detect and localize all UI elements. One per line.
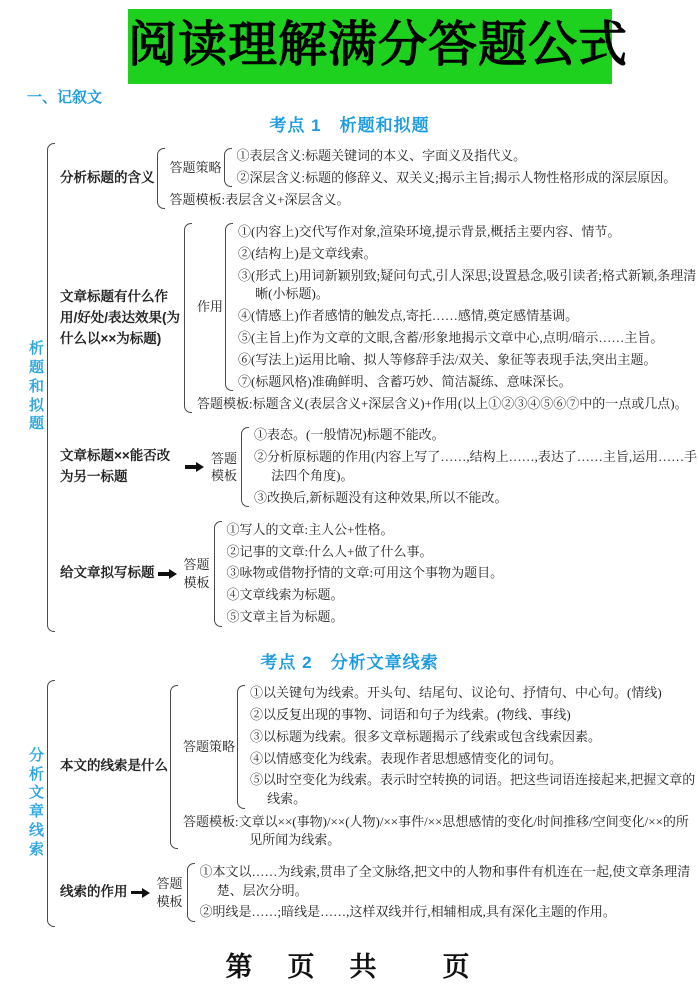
item-text: ②记事的文章:什么人+做了什么事。 xyxy=(227,543,699,562)
brace xyxy=(187,863,195,922)
item-text: ④以情感变化为线索。表现作者思想感情变化的词句。 xyxy=(250,750,699,769)
template-items xyxy=(254,425,699,509)
item-text: ①表层含义:标题关键词的本义、字面义及指代义。 xyxy=(237,147,699,166)
branch-label: 给文章拟写标题 xyxy=(60,563,155,584)
template-text: 答题模板:标题含义(表层含义+深层含义)+作用(以上①②③④⑤⑥⑦中的一点或几点)。 xyxy=(197,395,699,414)
brace xyxy=(225,223,233,391)
kaodian2-root-vertical-label: 分析文章线索 xyxy=(28,747,45,860)
item-text: ①以关键句为线索。开头句、结尾句、议论句、抒情句、中心句。(情线) xyxy=(250,684,699,703)
brace xyxy=(214,521,222,626)
brace xyxy=(47,143,55,632)
brace xyxy=(170,685,178,850)
right-arrow-icon xyxy=(185,462,204,472)
branch-what-clue xyxy=(60,683,699,852)
item-text: ②(结构上)是文章线索。 xyxy=(238,245,699,264)
item-text: ①(内容上)交代写作对象,渲染环境,提示背景,概括主要内容、情节。 xyxy=(238,223,699,242)
right-arrow-icon xyxy=(158,569,177,579)
template-label: 答题模板 xyxy=(155,875,185,910)
branch-title-write xyxy=(60,519,699,628)
page-title: 阅读理解满分答题公式 xyxy=(128,16,612,75)
item-text: ③咏物或借物抒情的文章:可用这个事物为题目。 xyxy=(227,564,699,583)
branch-title-role xyxy=(60,221,699,415)
item-text: ②明线是……;暗线是……,这样双线并行,相辅相成,具有深化主题的作用。 xyxy=(200,903,699,922)
brace xyxy=(184,223,192,413)
brace xyxy=(241,427,249,507)
brace xyxy=(224,148,232,188)
template-label: 答题模板 xyxy=(182,556,212,591)
strategy-items xyxy=(237,146,699,190)
item-text: ③(形式上)用词新颖别致;疑问句式,引人深思;设置悬念,吸引读者;格式新颖,条理清晰(小标题)。 xyxy=(238,267,699,305)
branch-label: 分析标题的含义 xyxy=(60,168,155,189)
template-text: 答题模板:表层含义+深层含义。 xyxy=(170,191,699,210)
section-label-jixuwen: 一、记叙文 xyxy=(27,86,699,107)
brace xyxy=(157,148,165,210)
template-text: 答题模板:文章以××(事物)/××(人物)/××事件/××思想感情的变化/时间推移/空间变化/××的所见所闻为线索。 xyxy=(183,813,699,851)
item-text: ④(情感上)作者感情的触发点,寄托……感情,奠定感情基调。 xyxy=(238,307,699,326)
kaodian2-heading: 考点 2 分析文章线索 xyxy=(0,648,699,673)
right-arrow-icon xyxy=(131,888,150,898)
item-text: ⑥(写法上)运用比喻、拟人等修辞手法/双关、象征等表现手法,突出主题。 xyxy=(238,351,699,370)
item-text: ③改换后,新标题没有这种效果,所以不能改。 xyxy=(254,489,699,508)
kaodian1-tree xyxy=(28,141,699,634)
item-text: ②深层含义:标题的修辞义、双关义;揭示主旨;揭示人物性格形成的深层原因。 xyxy=(237,169,699,188)
branch-label: 线索的作用 xyxy=(60,882,128,903)
template-items xyxy=(227,519,699,628)
item-text: ①本文以……为线索,贯串了全文脉络,把文中的人物和事件有机连在一起,使文章条理清楚、层次分明。 xyxy=(200,863,699,901)
branch-title-change xyxy=(60,425,699,509)
role-items xyxy=(238,221,699,393)
role-label: 作用 xyxy=(197,298,223,316)
item-text: ①写人的文章:主人公+性格。 xyxy=(227,521,699,540)
kaodian1-heading: 考点 1 析题和拟题 xyxy=(0,111,699,136)
item-text: ⑤(主旨上)作为文章的文眼,含蓄/形象地揭示文章中心,点明/暗示……主旨。 xyxy=(238,329,699,348)
branch-clue-role xyxy=(60,861,699,924)
item-text: ⑤文章主旨为标题。 xyxy=(227,608,699,627)
item-text: ⑦(标题风格)准确鲜明、含蓄巧妙、简洁凝练、意味深长。 xyxy=(238,373,699,392)
branch-label: 本文的线索是什么 xyxy=(60,756,168,777)
item-text: ②分析原标题的作用(内容上写了……,结构上……,表达了……主旨,运用……手法四个角度)。 xyxy=(254,448,699,486)
brace xyxy=(237,685,245,809)
title-banner xyxy=(128,9,612,84)
strategy-label: 答题策略 xyxy=(183,738,235,756)
kaodian2-tree xyxy=(28,678,699,929)
item-text: ②以反复出现的事物、词语和句子为线索。(物线、事线) xyxy=(250,706,699,725)
brace xyxy=(47,680,55,927)
template-items xyxy=(200,861,699,924)
branch-label: 文章标题××能否改为另一标题 xyxy=(60,446,182,488)
template-label: 答题模板 xyxy=(209,450,239,485)
item-text: ⑤以时空变化为线索。表示时空转换的词语。把这些词语连接起来,把握文章的线索。 xyxy=(250,771,699,809)
kaodian1-root-vertical-label: 析题和拟题 xyxy=(28,340,45,434)
item-text: ③以标题为线索。很多文章标题揭示了线索或包含线索因素。 xyxy=(250,728,699,747)
strategy-items xyxy=(250,683,699,811)
item-text: ①表态。(一般情况)标题不能改。 xyxy=(254,426,699,445)
strategy-label: 答题策略 xyxy=(170,159,222,177)
branch-title-meaning xyxy=(60,146,699,212)
footer-page-label: 第 页 共 页 xyxy=(0,945,699,984)
item-text: ④文章线索为标题。 xyxy=(227,586,699,605)
branch-label: 文章标题有什么作用/好处/表达效果(为什么以××为标题) xyxy=(60,287,182,350)
